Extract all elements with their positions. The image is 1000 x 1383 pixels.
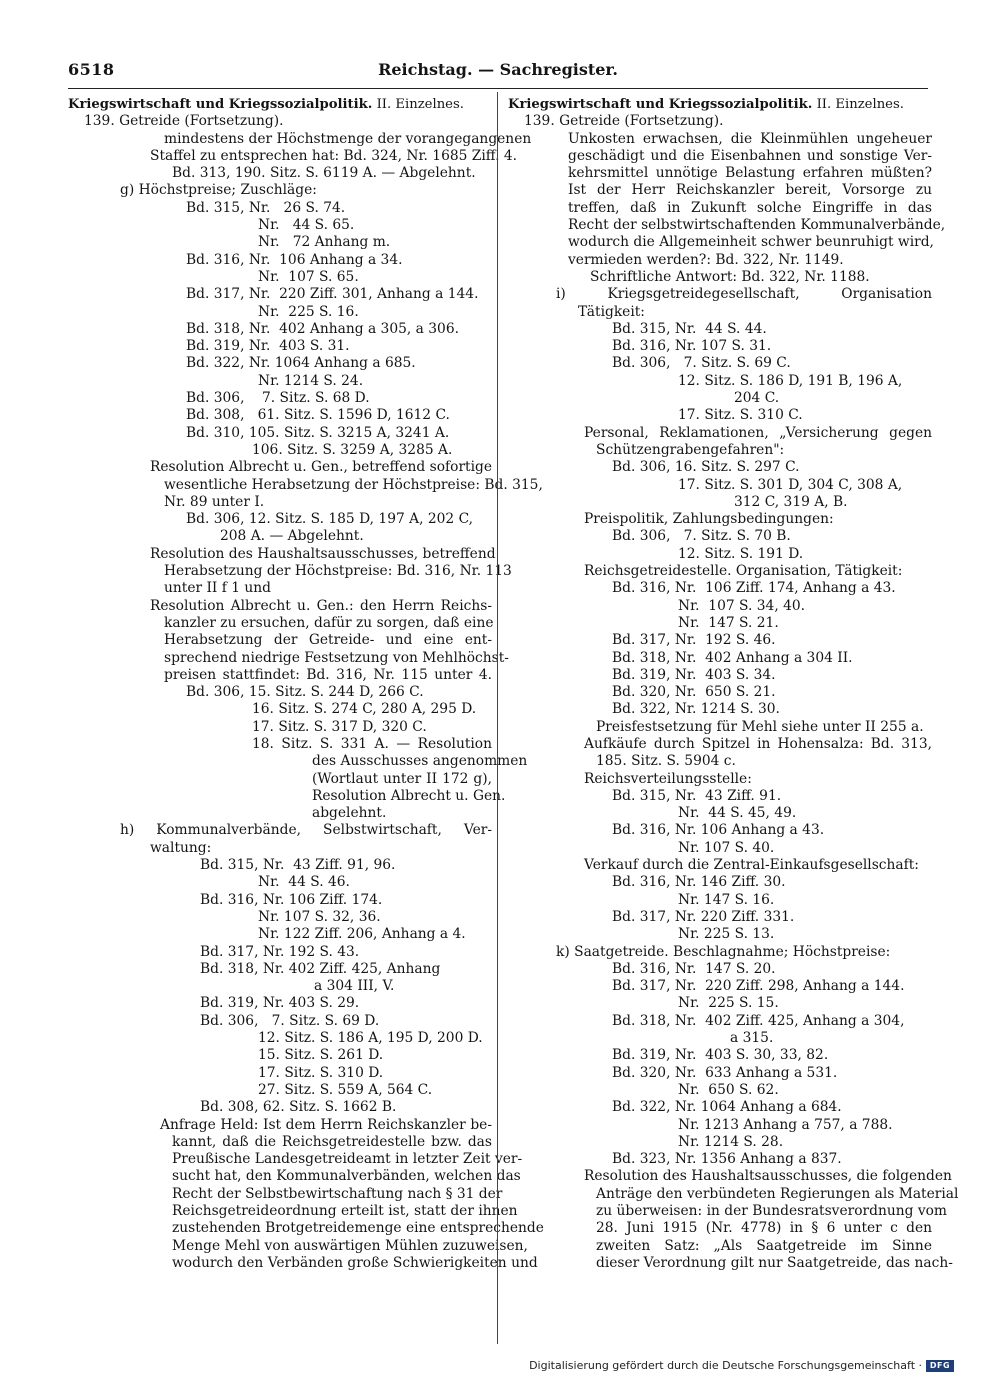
text-line: waltung: — [150, 839, 212, 856]
text-line: Resolution des Haushaltsausschusses, die folgenden — [584, 1168, 952, 1185]
text-line: 28. Juni 1915 (Nr. 4778) in § 6 unter c den — [596, 1220, 932, 1237]
header-rule — [68, 88, 928, 89]
column-divider — [497, 92, 498, 1344]
text-line: Nr. 72 Anhang m. — [258, 234, 391, 251]
page-header — [68, 60, 928, 84]
text-line: Bd. 317, Nr. 192 S. 46. — [612, 632, 776, 649]
text-line: Bd. 317, Nr. 220 Ziff. 331. — [612, 908, 795, 925]
text-line: Bd. 308, 62. Sitz. S. 1662 B. — [200, 1099, 397, 1116]
text-line: Nr. 107 S. 34, 40. — [678, 597, 806, 614]
text-line: 16. Sitz. S. 274 C, 280 A, 295 D. — [252, 701, 477, 718]
dfg-logo: DFG — [926, 1360, 954, 1372]
text-line: a 304 III, V. — [314, 978, 395, 995]
text-line: Ist der Herr Reichskanzler bereit, Vorsorge zu — [568, 182, 932, 199]
text-line: Bd. 315, Nr. 43 Ziff. 91, 96. — [200, 857, 396, 874]
text-line: Nr. 44 S. 45, 49. — [678, 805, 797, 822]
text-line: 17. Sitz. S. 317 D, 320 C. — [252, 718, 427, 735]
text-line: Bd. 319, Nr. 403 S. 31. — [186, 338, 350, 355]
text-line: Resolution des Haushaltsausschusses, betreffend — [150, 545, 496, 562]
text-line: 106. Sitz. S. 3259 A, 3285 A. — [252, 441, 453, 458]
text-line: Reichsverteilungsstelle: — [584, 770, 752, 787]
text-line: Nr. 225 S. 16. — [258, 303, 359, 320]
text-line: Nr. 107 S. 65. — [258, 268, 359, 285]
text-line: sucht hat, den Kommunalverbänden, welchen das — [172, 1168, 521, 1185]
text-line: Bd. 316, Nr. 106 Ziff. 174. — [200, 891, 383, 908]
text-line: geschädigt und die Eisenbahnen und sonstige Ver- — [568, 147, 932, 164]
left-column-lines — [68, 113, 544, 1272]
text-line: Bd. 322, Nr. 1064 Anhang a 684. — [612, 1099, 842, 1116]
right-column-heading-normal: II. Einzelnes. — [812, 97, 904, 112]
text-line: g) Höchstpreise; Zuschläge: — [120, 182, 317, 199]
text-line: 208 A. — Abgelehnt. — [220, 528, 364, 545]
text-line: 17. Sitz. S. 310 D. — [258, 1064, 384, 1081]
text-line: dieser Verordnung gilt nur Saatgetreide, das nach- — [596, 1254, 953, 1271]
left-column-heading — [68, 96, 492, 113]
text-line: Nr. 225 S. 13. — [678, 926, 775, 943]
text-line: wodurch die Allgemeinheit schwer beunruhigt wird, — [568, 234, 934, 251]
text-line: des Ausschusses angenommen — [312, 753, 528, 770]
text-line: Reichsgetreideordnung erteilt ist, statt der ihnen — [172, 1203, 518, 1219]
text-line: Menge Mehl von auswärtigen Mühlen zuzuweisen, — [172, 1237, 528, 1254]
text-line: Nr. 107 S. 32, 36. — [258, 908, 381, 925]
text-line: 185. Sitz. S. 5904 c. — [596, 753, 736, 770]
text-line: Personal, Reklamationen, „Versicherung gegen — [584, 424, 932, 441]
right-column-heading — [508, 96, 932, 113]
text-line: Bd. 306, 12. Sitz. S. 185 D, 197 A, 202 C, — [186, 511, 474, 528]
text-line: Bd. 316, Nr. 106 Anhang a 43. — [612, 822, 825, 839]
text-line: Bd. 306, 7. Sitz. S. 70 B. — [612, 528, 791, 545]
text-line: Nr. 89 unter I. — [164, 493, 265, 510]
text-line: Verkauf durch die Zentral-Einkaufsgesellschaft: — [584, 857, 919, 874]
text-line: treffen, daß in Zukunft solche Eingriffe in das — [568, 199, 932, 216]
text-line: Preisfestsetzung für Mehl siehe unter II 255 a. — [596, 718, 924, 735]
text-line: Bd. 315, Nr. 44 S. 44. — [612, 320, 767, 337]
text-line: Nr. 147 S. 21. — [678, 614, 779, 631]
text-line: Bd. 316, Nr. 106 Anhang a 34. — [186, 251, 403, 268]
text-line: Bd. 318, Nr. 402 Anhang a 305, a 306. — [186, 320, 459, 337]
text-line: kannt, daß die Reichsgetreidestelle bzw. das — [172, 1133, 492, 1150]
text-line: Bd. 318, Nr. 402 Ziff. 425, Anhang a 304, — [612, 1012, 905, 1029]
text-line: zweiten Satz: „Als Saatgetreide im Sinne — [596, 1237, 932, 1254]
text-line: preisen stattfindet: Bd. 316, Nr. 115 unter 4. — [164, 666, 492, 683]
text-line: Bd. 320, Nr. 650 S. 21. — [612, 684, 776, 701]
text-line: 204 C. — [734, 390, 780, 407]
text-line: 12. Sitz. S. 191 D. — [678, 545, 804, 562]
text-line: Resolution Albrecht u. Gen., betreffend sofortige — [150, 459, 492, 476]
text-line: wesentliche Herabsetzung der Höchstpreise: Bd. 315, — [164, 476, 543, 493]
footer-credit-text: Digitalisierung gefördert durch die Deutsche Forschungsgemeinschaft · — [529, 1359, 922, 1372]
footer-credit — [529, 1359, 954, 1372]
text-line: Bd. 317, Nr. 192 S. 43. — [200, 943, 360, 960]
text-line: Nr. 147 S. 16. — [678, 891, 775, 908]
right-column-heading-bold: Kriegswirtschaft und Kriegssozialpolitik. — [508, 97, 813, 112]
text-line: abgelehnt. — [312, 805, 387, 822]
text-line: 12. Sitz. S. 186 A, 195 D, 200 D. — [258, 1030, 483, 1047]
text-line: Bd. 316, Nr. 146 Ziff. 30. — [612, 874, 786, 891]
text-line: Nr. 44 S. 46. — [258, 874, 350, 891]
text-line: Tätigkeit: — [578, 303, 645, 320]
text-line: Bd. 320, Nr. 633 Anhang a 531. — [612, 1064, 838, 1081]
text-line: Herabsetzung der Getreide- und eine ent- — [164, 632, 492, 649]
text-line: 17. Sitz. S. 301 D, 304 C, 308 A, — [678, 476, 903, 493]
text-line: (Wortlaut unter II 172 g), — [312, 770, 492, 787]
text-line: Bd. 316, Nr. 147 S. 20. — [612, 960, 776, 977]
text-line: Schützengrabengefahren": — [596, 441, 785, 458]
text-line: Schriftliche Antwort: Bd. 322, Nr. 1188. — [590, 268, 870, 285]
text-line: Preispolitik, Zahlungsbedingungen: — [584, 511, 834, 528]
text-line: zustehenden Brotgetreidemenge eine entsprechende — [172, 1220, 544, 1237]
left-column-heading-bold: Kriegswirtschaft und Kriegssozialpolitik. — [68, 97, 373, 112]
page-number: 6518 — [68, 60, 115, 79]
text-line: Herabsetzung der Höchstpreise: Bd. 316, Nr. 113 — [164, 563, 512, 580]
text-line: Nr. 1214 S. 28. — [678, 1133, 784, 1150]
text-line: 139. Getreide (Fortsetzung). — [84, 113, 284, 130]
text-line: Nr. 1213 Anhang a 757, a 788. — [678, 1116, 893, 1133]
text-line: vermieden werden?: Bd. 322, Nr. 1149. — [568, 251, 844, 268]
text-line: Recht der Selbstbewirtschaftung nach § 31 der — [172, 1185, 503, 1202]
text-line: Bd. 318, Nr. 402 Ziff. 425, Anhang — [200, 960, 441, 977]
text-line: Staffel zu entsprechen hat: Bd. 324, Nr. 1685 Ziff. 4. — [150, 147, 518, 164]
text-line: Bd. 316, Nr. 107 S. 31. — [612, 338, 772, 355]
text-line: Bd. 315, Nr. 43 Ziff. 91. — [612, 787, 782, 804]
text-line: Anträge den verbündeten Regierungen als Material — [596, 1185, 959, 1202]
text-line: Bd. 306, 15. Sitz. S. 244 D, 266 C. — [186, 684, 424, 701]
text-line: Bd. 310, 105. Sitz. S. 3215 A, 3241 A. — [186, 424, 450, 441]
text-line: Nr. 650 S. 62. — [678, 1081, 779, 1098]
text-line: Nr. 107 S. 40. — [678, 839, 775, 856]
text-line: Bd. 306, 7. Sitz. S. 69 D. — [200, 1012, 380, 1029]
text-line: Resolution Albrecht u. Gen.: den Herrn Reichs- — [150, 597, 492, 614]
text-line: unter II f 1 und — [164, 580, 272, 597]
text-line: Bd. 322, Nr. 1214 S. 30. — [612, 701, 780, 718]
text-line: Bd. 323, Nr. 1356 Anhang a 837. — [612, 1151, 842, 1168]
text-line: Bd. 306, 7. Sitz. S. 68 D. — [186, 390, 370, 407]
text-line: Reichsgetreidestelle. Organisation, Tätigkeit: — [584, 563, 903, 580]
text-line: Aufkäufe durch Spitzel in Hohensalza: Bd. 313, — [584, 735, 932, 752]
text-line: Nr. 122 Ziff. 206, Anhang a 4. — [258, 926, 466, 943]
text-line: Bd. 316, Nr. 106 Ziff. 174, Anhang a 43. — [612, 580, 896, 597]
left-column — [68, 96, 544, 1336]
text-line: mindestens der Höchstmenge der vorangegangenen — [164, 130, 532, 147]
text-line: Nr. 44 S. 65. — [258, 217, 355, 234]
text-line: kanzler zu ersuchen, dafür zu sorgen, daß eine — [164, 614, 494, 631]
text-line: wodurch den Verbänden große Schwierigkeiten und — [172, 1254, 538, 1271]
text-line: sprechend niedrige Festsetzung von Mehlhöchst- — [164, 649, 509, 666]
text-line: 15. Sitz. S. 261 D. — [258, 1047, 384, 1064]
text-line: Bd. 317, Nr. 220 Ziff. 298, Anhang a 144. — [612, 978, 905, 995]
text-line: Nr. 1214 S. 24. — [258, 372, 364, 389]
text-line: k) Saatgetreide. Beschlagnahme; Höchstpreise: — [556, 943, 891, 960]
left-column-heading-normal: II. Einzelnes. — [372, 97, 464, 112]
text-line: Bd. 308, 61. Sitz. S. 1596 D, 1612 C. — [186, 407, 450, 424]
text-line: Bd. 313, 190. Sitz. S. 6119 A. — Abgelehnt. — [172, 165, 476, 182]
text-line: Bd. 318, Nr. 402 Anhang a 304 II. — [612, 649, 853, 666]
text-line: Bd. 319, Nr. 403 S. 34. — [612, 666, 776, 683]
text-line: a 315. — [730, 1030, 774, 1047]
text-line: i) Kriegsgetreidegesellschaft, Organisation — [556, 286, 932, 303]
text-line: Resolution Albrecht u. Gen. — [312, 787, 506, 804]
text-line: zu überweisen: in der Bundesratsverordnung vom — [596, 1203, 948, 1219]
text-line: Anfrage Held: Ist dem Herrn Reichskanzler be- — [160, 1116, 492, 1133]
text-line: Bd. 319, Nr. 403 S. 30, 33, 82. — [612, 1047, 829, 1064]
text-line: 312 C, 319 A, B. — [734, 493, 848, 510]
text-line: Recht der selbstwirtschaftenden Kommunalverbände, — [568, 217, 946, 234]
text-line: Nr. 225 S. 15. — [678, 995, 779, 1012]
text-line: Bd. 315, Nr. 26 S. 74. — [186, 199, 346, 216]
text-line: Bd. 322, Nr. 1064 Anhang a 685. — [186, 355, 416, 372]
text-line: kehrsmittel unnötige Belastung erfahren müßten? — [568, 165, 932, 182]
text-line: 139. Getreide (Fortsetzung). — [524, 113, 724, 130]
running-title: Reichstag. — Sachregister. — [378, 60, 618, 79]
text-line: 18. Sitz. S. 331 A. — Resolution — [252, 735, 492, 752]
text-line: Bd. 306, 16. Sitz. S. 297 C. — [612, 459, 800, 476]
text-line: h) Kommunalverbände, Selbstwirtschaft, Ver- — [120, 822, 492, 839]
right-column-lines — [508, 113, 959, 1272]
right-column — [508, 96, 959, 1336]
text-line: Bd. 317, Nr. 220 Ziff. 301, Anhang a 144. — [186, 286, 479, 303]
text-line: 27. Sitz. S. 559 A, 564 C. — [258, 1081, 433, 1098]
text-line: Preußische Landesgetreideamt in letzter Zeit ver- — [172, 1151, 523, 1168]
text-line: 12. Sitz. S. 186 D, 191 B, 196 A, — [678, 372, 903, 389]
text-line: Unkosten erwachsen, die Kleinmühlen ungeheuer — [568, 130, 932, 147]
text-line: Bd. 319, Nr. 403 S. 29. — [200, 995, 360, 1012]
text-line: Bd. 306, 7. Sitz. S. 69 C. — [612, 355, 791, 372]
text-line: 17. Sitz. S. 310 C. — [678, 407, 803, 424]
